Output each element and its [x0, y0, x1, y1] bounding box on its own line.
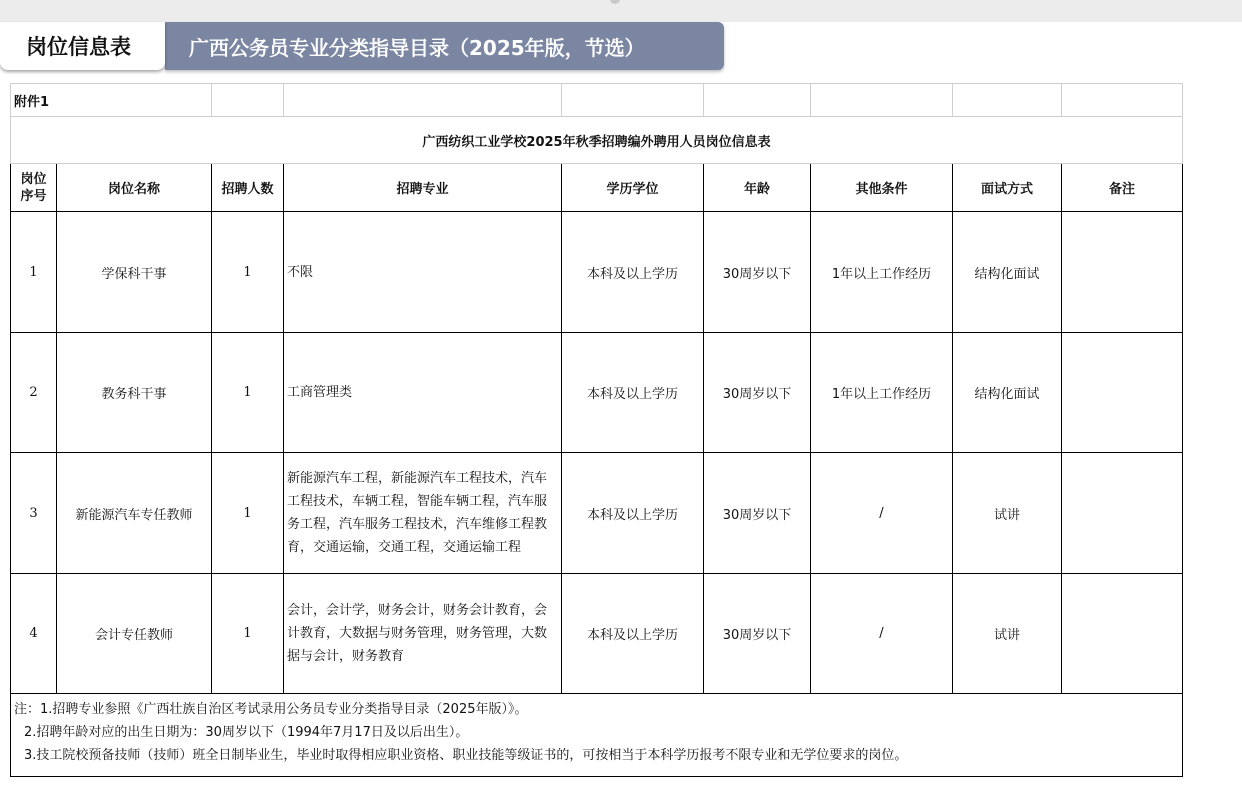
tab-major-catalog[interactable]: 广西公务员专业分类指导目录（2025年版，节选） [165, 22, 724, 70]
header-remark: 备注 [1062, 164, 1183, 212]
window-top-strip [0, 0, 1242, 22]
row-name: 学保科干事 [57, 212, 212, 333]
row-major: 会计，会计学，财务会计，财务会计教育，会计教育，大数据与财务管理，财务管理，大数据与会计，财务教育 [284, 574, 562, 694]
cell [562, 84, 704, 117]
header-major: 招聘专业 [284, 164, 562, 212]
row-count: 1 [212, 574, 284, 694]
table-row [11, 574, 1183, 694]
row-major: 工商管理类 [284, 333, 562, 453]
row-name: 教务科干事 [57, 333, 212, 453]
header-row [11, 164, 1183, 212]
cell [212, 84, 284, 117]
row-age: 30周岁以下 [704, 574, 811, 694]
title-row [11, 117, 1183, 164]
row-interview: 试讲 [953, 453, 1062, 574]
row-major: 不限 [284, 212, 562, 333]
window-indicator-icon [610, 0, 620, 4]
row-remark [1062, 453, 1183, 574]
row-remark [1062, 333, 1183, 453]
tab-job-info[interactable]: 岗位信息表 [0, 22, 165, 70]
table-row [11, 212, 1183, 333]
header-id-line1: 岗位 [20, 171, 47, 187]
row-count: 1 [212, 212, 284, 333]
header-id [11, 164, 57, 212]
cell [953, 84, 1062, 117]
note-line-2: 2.招聘年龄对应的出生日期为：30周岁以下（1994年7月17日及以后出生）。 [24, 725, 469, 740]
cell [811, 84, 953, 117]
row-interview: 试讲 [953, 574, 1062, 694]
note-line-1: 注：1.招聘专业参照《广西壮族自治区考试录用公务员专业分类指导目录（2025年版）》。 [14, 702, 528, 717]
row-other: / [811, 574, 953, 694]
row-age: 30周岁以下 [704, 333, 811, 453]
row-major: 新能源汽车工程，新能源汽车工程技术，汽车工程技术，车辆工程，智能车辆工程，汽车服务工程，汽车服务工程技术，汽车维修工程教育，交通运输，交通工程，交通运输工程 [284, 453, 562, 574]
row-age: 30周岁以下 [704, 453, 811, 574]
row-id: 3 [11, 453, 57, 574]
header-other: 其他条件 [811, 164, 953, 212]
row-id: 1 [11, 212, 57, 333]
row-name: 新能源汽车专任教师 [57, 453, 212, 574]
row-other: 1年以上工作经历 [811, 333, 953, 453]
notes-cell [11, 694, 1183, 777]
row-id: 2 [11, 333, 57, 453]
note-line-3: 3.技工院校预备技师（技师）班全日制毕业生，毕业时取得相应职业资格、职业技能等级证书的，可按相当于本科学历报考不限专业和无学位要求的岗位。 [24, 748, 908, 763]
table-row [11, 333, 1183, 453]
attachment-label: 附件1 [11, 84, 212, 117]
header-name: 岗位名称 [57, 164, 212, 212]
row-remark [1062, 212, 1183, 333]
row-interview: 结构化面试 [953, 212, 1062, 333]
row-education: 本科及以上学历 [562, 453, 704, 574]
row-interview: 结构化面试 [953, 333, 1062, 453]
row-count: 1 [212, 333, 284, 453]
row-name: 会计专任教师 [57, 574, 212, 694]
attachment-row [11, 84, 1183, 117]
row-id: 4 [11, 574, 57, 694]
cell [1062, 84, 1183, 117]
header-education: 学历学位 [562, 164, 704, 212]
table-title: 广西纺织工业学校2025年秋季招聘编外聘用人员岗位信息表 [11, 117, 1183, 164]
header-interview: 面试方式 [953, 164, 1062, 212]
header-age: 年龄 [704, 164, 811, 212]
table-row [11, 453, 1183, 574]
cell [704, 84, 811, 117]
row-education: 本科及以上学历 [562, 212, 704, 333]
row-remark [1062, 574, 1183, 694]
row-other: 1年以上工作经历 [811, 212, 953, 333]
row-other: / [811, 453, 953, 574]
row-count: 1 [212, 453, 284, 574]
header-count: 招聘人数 [212, 164, 284, 212]
row-education: 本科及以上学历 [562, 574, 704, 694]
row-education: 本科及以上学历 [562, 333, 704, 453]
cell [284, 84, 562, 117]
job-info-table [10, 83, 1183, 777]
row-age: 30周岁以下 [704, 212, 811, 333]
header-id-line2: 序号 [20, 188, 47, 204]
notes-row [11, 694, 1183, 777]
